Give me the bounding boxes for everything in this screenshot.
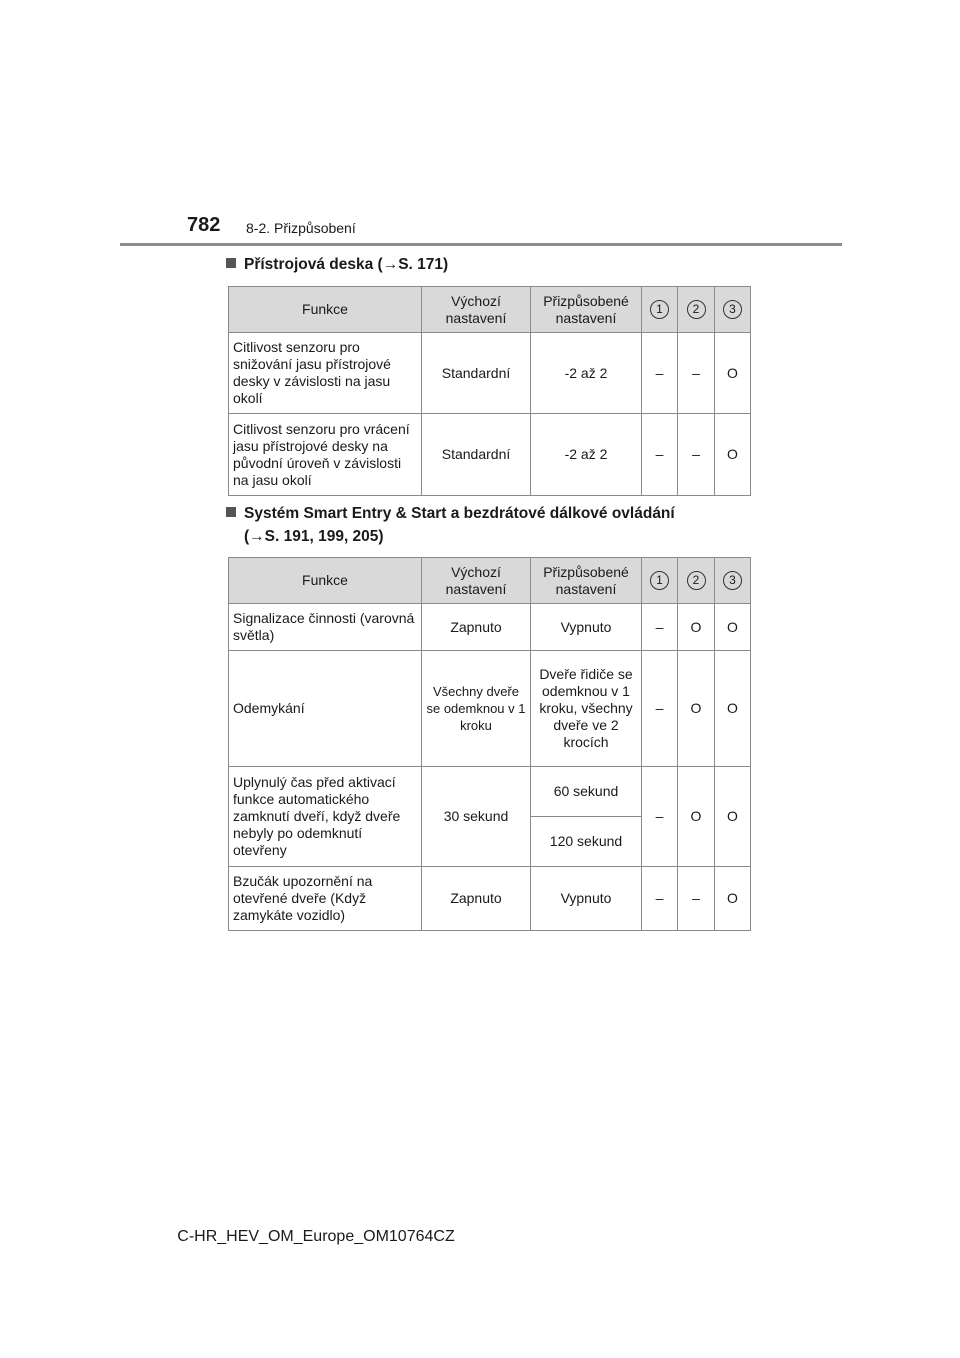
row-c1: – [642, 604, 678, 651]
row-custom-a: 60 sekund [531, 767, 642, 817]
col-default: Výchozí nastavení [422, 287, 531, 333]
col-custom: Přizpůsobené nastavení [531, 558, 642, 604]
instrument-panel-table [228, 286, 751, 496]
table-header-row [229, 287, 751, 333]
section2-heading [226, 502, 675, 548]
section2-title-line2: (→S. 191, 199, 205) [244, 528, 384, 545]
row-custom: -2 až 2 [531, 414, 642, 496]
section-reference: 8-2. Přizpůsobení [246, 220, 356, 236]
row-custom: Dveře řidiče se odemknou v 1 kroku, všechny dveře ve 2 krocích [531, 651, 642, 767]
col-function: Funkce [229, 558, 422, 604]
circled-3-icon: 3 [723, 300, 742, 319]
footer [0, 1228, 960, 1246]
row-function: Citlivost senzoru pro vrácení jasu přístrojové desky na původní úroveň v závislosti na jasu okolí [229, 414, 422, 496]
row-c2: O [678, 767, 715, 867]
row-c3: O [715, 867, 751, 931]
row-custom: -2 až 2 [531, 333, 642, 414]
row-custom: Vypnuto [531, 604, 642, 651]
document-code: C-HR_HEV_OM_Europe_OM10764CZ [177, 1228, 455, 1245]
smart-entry-table [228, 557, 751, 931]
row-c2: – [678, 333, 715, 414]
table-row [229, 414, 751, 496]
row-c3: O [715, 767, 751, 867]
col-2 [678, 287, 715, 333]
circled-1-icon: 1 [650, 571, 669, 590]
row-function: Citlivost senzoru pro snižování jasu přístrojové desky v závislosti na jasu okolí [229, 333, 422, 414]
row-default: Zapnuto [422, 604, 531, 651]
bullet-square-icon [226, 507, 236, 517]
col-function: Funkce [229, 287, 422, 333]
row-function: Bzučák upozornění na otevřené dveře (Když zamykáte vozidlo) [229, 867, 422, 931]
bullet-square-icon [226, 258, 236, 268]
row-function: Signalizace činnosti (varovná světla) [229, 604, 422, 651]
col-1 [642, 287, 678, 333]
row-c2: – [678, 867, 715, 931]
circled-3-icon: 3 [723, 571, 742, 590]
col-2 [678, 558, 715, 604]
circled-2-icon: 2 [687, 300, 706, 319]
row-default: Standardní [422, 333, 531, 414]
row-c3: O [715, 333, 751, 414]
row-c2: – [678, 414, 715, 496]
row-default: Standardní [422, 414, 531, 496]
section2-title-line1: Systém Smart Entry & Start a bezdrátové dálkové ovládání [244, 505, 675, 522]
row-custom-b: 120 sekund [531, 817, 642, 867]
row-c1: – [642, 414, 678, 496]
row-c3: O [715, 651, 751, 767]
row-c1: – [642, 333, 678, 414]
col-3 [715, 287, 751, 333]
row-c1: – [642, 767, 678, 867]
col-custom: Přizpůsobené nastavení [531, 287, 642, 333]
header-divider [120, 243, 842, 246]
row-default: Všechny dveře se odemknou v 1 kroku [422, 651, 531, 767]
table-row [229, 604, 751, 651]
table-row [229, 333, 751, 414]
row-c3: O [715, 604, 751, 651]
row-c2: O [678, 604, 715, 651]
row-custom: Vypnuto [531, 867, 642, 931]
row-c1: – [642, 651, 678, 767]
section1-heading [226, 253, 448, 276]
page-number: 782 [187, 214, 221, 236]
row-function: Odemykání [229, 651, 422, 767]
col-1 [642, 558, 678, 604]
circled-2-icon: 2 [687, 571, 706, 590]
col-default: Výchozí nastavení [422, 558, 531, 604]
row-default: Zapnuto [422, 867, 531, 931]
row-c3: O [715, 414, 751, 496]
table-header-row [229, 558, 751, 604]
col-3 [715, 558, 751, 604]
table-row [229, 867, 751, 931]
row-c1: – [642, 867, 678, 931]
row-function: Uplynulý čas před aktivací funkce automatického zamknutí dveří, když dveře nebyly po odemknutí otevřeny [229, 767, 422, 867]
table-row [229, 767, 751, 817]
table-row [229, 651, 751, 767]
row-default: 30 sekund [422, 767, 531, 867]
section1-title: Přístrojová deska (→S. 171) [244, 256, 449, 273]
row-c2: O [678, 651, 715, 767]
circled-1-icon: 1 [650, 300, 669, 319]
